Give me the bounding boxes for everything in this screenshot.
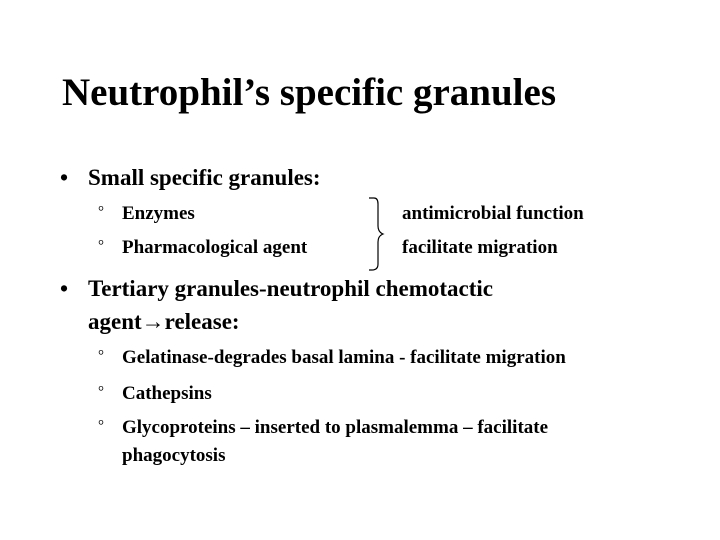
sub-bullet-marker: ° bbox=[98, 384, 104, 400]
item-glycoproteins-continuation: phagocytosis bbox=[122, 445, 226, 466]
brace-connector bbox=[368, 196, 392, 272]
item-pharmacological-agent: Pharmacological agent bbox=[122, 237, 308, 258]
sub-bullet-marker: ° bbox=[98, 238, 104, 254]
slide-title: Neutrophil’s specific granules bbox=[62, 71, 556, 114]
item-gelatinase: Gelatinase-degrades basal lamina - facilitate migration bbox=[122, 347, 566, 368]
section-heading-small-granules: Small specific granules: bbox=[88, 165, 321, 190]
section-heading-tertiary-line2: agent→release: bbox=[88, 309, 240, 334]
item-cathepsins: Cathepsins bbox=[122, 383, 212, 404]
sub-bullet-marker: ° bbox=[98, 418, 104, 434]
bullet-marker: • bbox=[60, 165, 69, 190]
item-antimicrobial-function: antimicrobial function bbox=[402, 203, 584, 224]
bullet-marker: • bbox=[60, 276, 69, 301]
sub-bullet-marker: ° bbox=[98, 348, 104, 364]
sub-bullet-marker: ° bbox=[98, 204, 104, 220]
item-enzymes: Enzymes bbox=[122, 203, 195, 224]
section-heading-tertiary-line1: Tertiary granules-neutrophil chemotactic bbox=[88, 276, 494, 301]
item-glycoproteins: Glycoproteins – inserted to plasmalemma – facilitate bbox=[122, 417, 549, 438]
item-facilitate-migration: facilitate migration bbox=[402, 237, 558, 258]
